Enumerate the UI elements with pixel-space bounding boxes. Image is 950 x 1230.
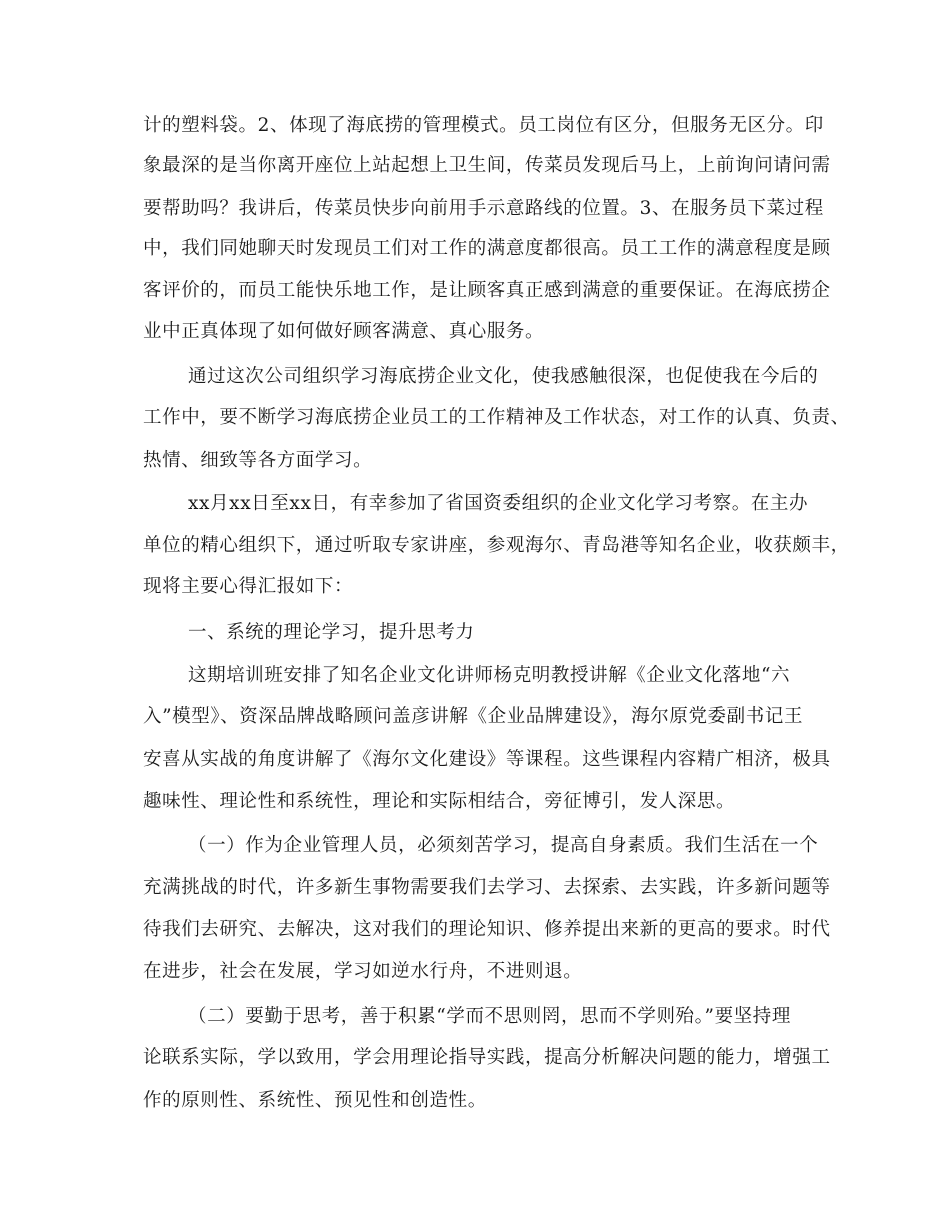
paragraph-line: 要帮助吗？我讲后，传菜员快步向前用手示意路线的位置。3、在服务员下菜过程 xyxy=(143,198,824,219)
paragraph-line: （一）作为企业管理人员，必须刻苦学习，提高自身素质。我们生活在一个 xyxy=(188,835,819,856)
paragraph-line: 业中正真体现了如何做好顾客满意、真心服务。 xyxy=(143,321,545,342)
paragraph-line: 客评价的，而员工能快乐地工作，是让顾客真正感到满意的重要保证。在海底捞企 xyxy=(143,280,831,301)
paragraph-line: 单位的精心组织下，通过听取专家讲座，参观海尔、青岛港等知名企业，收获颇丰， xyxy=(143,535,850,556)
paragraph-line: （二）要勤于思考，善于积累“学而不思则罔，思而不学则殆。”要坚持理 xyxy=(188,1006,791,1027)
paragraph-line: 充满挑战的时代，许多新生事物需要我们去学习、去探索、去实践，许多新问题等 xyxy=(143,877,831,898)
paragraph-line: 热情、细致等各方面学习。 xyxy=(143,450,373,471)
paragraph-line: 作的原则性、系统性、预见性和创造性。 xyxy=(143,1090,487,1111)
paragraph-line: 待我们去研究、去解决，这对我们的理论知识、修养提出来新的更高的要求。时代 xyxy=(143,919,831,940)
paragraph-line: 安喜从实战的角度讲解了《海尔文化建设》等课程。这些课程内容精广相济，极具 xyxy=(143,749,831,770)
paragraph-line: 论联系实际，学以致用，学会用理论指导实践，提高分析解决问题的能力，增强工 xyxy=(143,1047,831,1068)
paragraph-line: 通过这次公司组织学习海底捞企业文化，使我感触很深，也促使我在今后的 xyxy=(188,366,819,387)
paragraph-line: xx月xx日至xx日，有幸参加了省国资委组织的企业文化学习考察。在主办 xyxy=(188,493,809,514)
section-heading-text: 一、系统的理论学习，提升思考力 xyxy=(188,622,475,643)
paragraph-line: 在进步，社会在发展，学习如逆水行舟，不进则退。 xyxy=(143,961,583,982)
paragraph-line: 这期培训班安排了知名企业文化讲师杨克明教授讲解《企业文化落地“六 xyxy=(188,665,791,686)
paragraph-line: 趣味性、理论性和系统性，理论和实际相结合，旁征博引，发人深思。 xyxy=(143,791,736,812)
paragraph-line: 象最深的是当你离开座位上站起想上卫生间，传菜员发现后马上，上前询问请问需 xyxy=(143,155,831,176)
paragraph-line: 入”模型》、资深品牌战略顾问盖彦讲解《企业品牌建设》，海尔原党委副书记王 xyxy=(143,706,804,727)
paragraph-line: 现将主要心得汇报如下： xyxy=(143,576,354,597)
paragraph-line: 中，我们同她聊天时发现员工们对工作的满意度都很高。员工工作的满意程度是顾 xyxy=(143,238,831,259)
paragraph-line: 计的塑料袋。2、体现了海底捞的管理模式。员工岗位有区分，但服务无区分。印 xyxy=(143,115,824,136)
paragraph-line: 工作中，要不断学习海底捞企业员工的工作精神及工作状态，对工作的认真、负责、 xyxy=(143,407,850,428)
